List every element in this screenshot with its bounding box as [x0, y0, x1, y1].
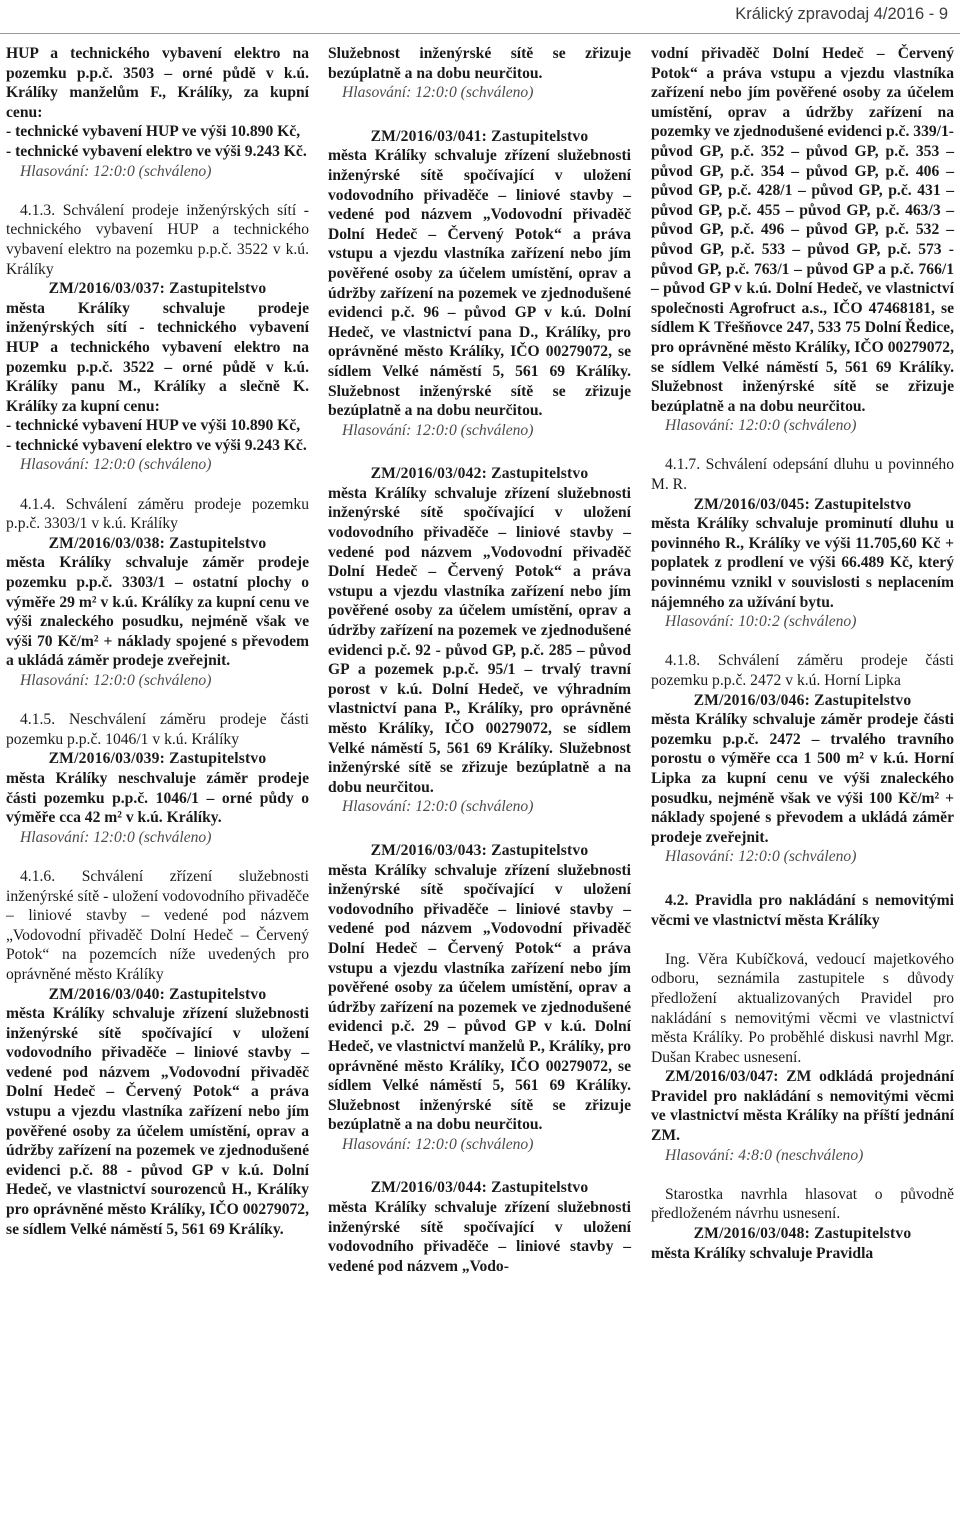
voting-result: Hlasování: 12:0:0 (schváleno): [342, 84, 534, 102]
resolution-number: ZM/2016/03/048: Zastupitelstvo: [693, 1225, 912, 1243]
agenda-item-heading: 4.1.7. Schválení odepsání dluhu u povinného M. R.: [651, 456, 954, 494]
column-3: [651, 44, 954, 1263]
agenda-item-heading: 4.1.8. Schválení záměru prodeje části pozemku p.p.č. 2472 v k.ú. Horní Lipka: [651, 652, 954, 689]
agenda-item-heading: 4.1.4. Schválení záměru prodeje pozemku p.p.č. 3303/1 v k.ú. Králíky: [6, 495, 309, 533]
resolution-text: - technické vybavení elektro ve výši 9.243 Kč.: [6, 436, 307, 454]
paragraph-spacer: [6, 847, 309, 867]
resolution-text: města Králíky neschvaluje záměr prodeje části pozemku p.p.č. 1046/1 – orné půdy o výměře cca 42 m² v k.ú. Králíky.: [6, 769, 309, 827]
paragraph-spacer: [328, 817, 631, 841]
paragraph-spacer: [328, 440, 631, 464]
voting-result: Hlasování: 4:8:0 (neschváleno): [665, 1146, 864, 1164]
paragraph-spacer: [651, 867, 954, 891]
resolution-text: města Králíky schvaluje záměr prodeje pozemku p.p.č. 3303/1 – ostatní plochy o výměře 29 m² v k.ú. Králíky za kupní cenu ve výši znaleckého posudku, nejméně však ve výši 70 Kč/m² + náklady spojené s převodem a ukládá záměr prodeje zveřejnit.: [6, 554, 309, 670]
resolution-number: ZM/2016/03/046: Zastupitelstvo: [693, 691, 912, 709]
resolution-text: města Králíky schvaluje zřízení služebnosti inženýrské sítě spočívající v uložení vodovodního přivaděče – liniové stavby – vedené pod názvem „Vodovodní přivaděč Dolní Hedeč – Červený Potok“ a práva vstupu a vjezdu vlastníka zařízení nebo jím pověřené osoby za účelem umístění, oprav a údržby zařízení na pozemek ve zjednodušené evidenci p.č. 29 – původ GP v k.ú. Dolní Hedeč, ve vlastnictví manželů P., Králíky, pro oprávněné město Králíky, IČO 00279072, se sídlem Velké náměstí 5, 561 69 Králíky. Služebnost inženýrské sítě se zřizuje bezúplatně a na dobu neurčitou.: [328, 861, 631, 1134]
resolution-text: města Králíky schvaluje prodeje inženýrských sítí - technického vybavení HUP a technického vybavení elektro na pozemku p.p.č. 3522 – orné půdě v k.ú. Králíky panu M., Králíky a slečně K. Králíky za kupní cenu:: [6, 299, 309, 415]
voting-result: Hlasování: 12:0:0 (schváleno): [665, 848, 857, 866]
resolution-text: - technické vybavení HUP ve výši 10.890 Kč,: [6, 417, 301, 435]
resolution-text: města Králíky schvaluje záměr prodeje části pozemku p.p.č. 2472 – trvalého travního porostu o výměře cca 1 500 m² v k.ú. Horní Lipka za kupní cenu ve výši znaleckého posudku, nejméně však ve výši 100 Kč/m² + náklady spojené s převodem a ukládá záměr prodeje zveřejnit.: [651, 711, 954, 846]
voting-result: Hlasování: 12:0:0 (schváleno): [20, 456, 212, 474]
resolution-text: ZM/2016/03/047: ZM odkládá projednání Pravidel pro nakládání s nemovitými věcmi ve vlastnictví města Králíky na příští jednání ZM.: [651, 1068, 954, 1145]
resolution-number: ZM/2016/03/044: Zastupitelstvo: [370, 1179, 589, 1197]
section-heading: 4.2. Pravidla pro nakládání s nemovitými věcmi ve vlastnictví města Králíky: [651, 891, 954, 929]
resolution-number: ZM/2016/03/039: Zastupitelstvo: [48, 750, 267, 768]
resolution-number: ZM/2016/03/043: Zastupitelstvo: [370, 841, 589, 859]
column-1: [6, 44, 309, 1239]
resolution-number: ZM/2016/03/037: Zastupitelstvo: [48, 280, 267, 298]
resolution-number: ZM/2016/03/040: Zastupitelstvo: [48, 985, 267, 1003]
resolution-number: ZM/2016/03/038: Zastupitelstvo: [48, 534, 267, 552]
resolution-number: ZM/2016/03/045: Zastupitelstvo: [693, 495, 912, 513]
voting-result: Hlasování: 12:0:0 (schváleno): [665, 417, 857, 435]
resolution-text: města Králíky schvaluje zřízení služebnosti inženýrské sítě spočívající v uložení vodovodního přivaděče – liniové stavby – vedené pod názvem „Vodo-: [328, 1199, 631, 1275]
running-header: [0, 0, 960, 34]
voting-result: Hlasování: 12:0:0 (schváleno): [20, 162, 212, 180]
resolution-text: města Králíky schvaluje zřízení služebnosti inženýrské sítě spočívající v uložení vodovodního přivaděče – liniové stavby – vedené pod názvem „Vodovodní přivaděč Dolní Hedeč – Červený Potok“ a práva vstupu a vjezdu vlastníka zařízení nebo jím pověřené osoby za účelem umístění, oprav a údržby zařízení na pozemek ve zjednodušené evidenci p.č. 92 - původ GP, p.č. 285 – původ GP a pozemek p.p.č. 95/1 – trvalý travní porost v k.ú. Dolní Hedeč, ve výhradním vlastnictví pana P., Králíky, pro oprávněné město Králíky, IČO 00279072, se sídlem Velké náměstí 5, 561 69 Králíky. Služebnost inženýrské sítě se zřizuje bezúplatně a na dobu neurčitou.: [328, 484, 631, 796]
voting-result: Hlasování: 12:0:0 (schváleno): [342, 421, 534, 439]
paragraph-spacer: [651, 632, 954, 652]
publication-title: Králický zpravodaj 4/2016 - 9: [735, 5, 948, 23]
voting-result: Hlasování: 12:0:0 (schváleno): [20, 672, 212, 689]
voting-result: Hlasování: 10:0:2 (schváleno): [665, 613, 857, 631]
resolution-text: města Králíky schvaluje prominutí dluhu u povinného R., Králíky ve výši 11.705,60 Kč + poplatek z prodlení ve výši 66.489 Kč, který povinnému vznikl v souvislosti s neplacením nájemného za užívání bytu.: [651, 515, 954, 611]
agenda-item-heading: 4.1.6. Schválení zřízení služebnosti inženýrské sítě - uložení vodovodního přivaděče – liniové stavby – vedené pod názvem „Vodovodní přivaděč Dolní Hedeč – Červený Potok“ na pozemcích níže uvedených pro oprávněné město Králíky: [6, 867, 309, 983]
resolution-text: města Králíky schvaluje zřízení služebnosti inženýrské sítě spočívající v uložení vodovodního přivaděče – liniové stavby – vedené pod názvem „Vodovodní přivaděč Dolní Hedeč – Červený Potok“ a práva vstupu a vjezdu vlastníka zařízení nebo jím pověřené osoby za účelem umístění, oprav a údržby zařízení na pozemek ve zjednodušené evidenci p.č. 96 – původ GP v k.ú. Dolní Hedeč, ve vlastnictví pana D., Králíky, pro oprávněné město Králíky, IČO 00279072, se sídlem Velké náměstí 5, 561 69 Králíky. Služebnost inženýrské sítě se zřizuje bezúplatně a na dobu neurčitou.: [328, 147, 631, 420]
paragraph-spacer: [328, 103, 631, 127]
resolution-text: vodní přivaděč Dolní Hedeč – Červený Potok“ a práva vstupu a vjezdu vlastníka zařízení nebo jím pověřené osoby za účelem umístění, oprav a údržby zařízení na pozemky ve zjednodušené evidenci p.č. 339/1- původ GP, p.č. 352 – původ GP, p.č. 353 – původ GP, p.č. 354 – původ GP, p.č. 406 – původ GP, p.č. 428/1 – původ GP, p.č. 431 – původ GP, p.č. 455 – původ GP, p.č. 463/3 – původ GP, p.č. 496 – původ GP, p.č. 532 – původ GP, p.č. 533 – původ GP, p.č. 573 - původ GP, p.č. 763/1 – původ GP a p.č. 766/1 – původ GP v k.ú. Dolní Hedeč, ve vlastnictví společnosti Agrofruct a.s., IČO 47468181, se sídlem K Třešňovce 247, 533 75 Dolní Ředice, pro oprávněné město Králíky, IČO 00279072, se sídlem Velké náměstí 5, 561 69 Králíky. Služebnost inženýrské sítě se zřizuje bezúplatně a na dobu neurčitou.: [651, 45, 954, 415]
body-paragraph: Starostka navrhla hlasovat o původně předloženém návrhu usnesení.: [651, 1185, 954, 1223]
resolution-text: Služebnost inženýrské sítě se zřizuje bezúplatně a na dobu neurčitou.: [328, 45, 631, 82]
body-paragraph: Ing. Věra Kubíčková, vedoucí majetkového odboru, seznámila zastupitele s důvody předložení aktualizovaných Pravidel pro nakládání s nemovitými věcmi ve vlastnictví města Králíky. Po proběhlé diskusi navrhl Mgr. Dušan Krabec usnesení.: [651, 950, 954, 1066]
paragraph-spacer: [6, 691, 309, 711]
voting-result: Hlasování: 12:0:0 (schváleno): [20, 828, 212, 846]
paragraph-spacer: [328, 1154, 631, 1178]
agenda-item-heading: 4.1.3. Schválení prodeje inženýrských sítí - technického vybavení HUP a technického vybavení elektro na pozemku p.p.č. 3522 v k.ú. Králíky: [6, 201, 309, 278]
agenda-item-heading: 4.1.5. Neschválení záměru prodeje části pozemku p.p.č. 1046/1 v k.ú. Králíky: [6, 711, 309, 748]
paragraph-spacer: [651, 930, 954, 950]
resolution-text: města Králíky schvaluje zřízení služebnosti inženýrské sítě spočívající v uložení vodovodního přivaděče – liniové stavby – vedené pod názvem „Vodovodní přivaděč Dolní Hedeč – Červený Potok“ a práva vstupu a vjezdu vlastníka zařízení nebo jím pověřené osoby za účelem umístění, oprav a údržby zařízení na pozemek ve zjednodušené evidenci p.č. 88 - původ GP v k.ú. Dolní Hedeč, ve vlastnictví sourozenců H., Králíky pro oprávněné město Králíky, IČO 00279072, se sídlem Velké náměstí 5, 561 69 Králíky.: [6, 1005, 309, 1238]
paragraph-spacer: [6, 475, 309, 495]
voting-result: Hlasování: 12:0:0 (schváleno): [342, 798, 534, 816]
resolution-number: ZM/2016/03/041: Zastupitelstvo: [370, 127, 589, 145]
voting-result: Hlasování: 12:0:0 (schváleno): [342, 1135, 534, 1153]
resolution-text: - technické vybavení HUP ve výši 10.890 Kč,: [6, 123, 301, 141]
resolution-text: města Králíky schvaluje Pravidla: [651, 1244, 874, 1262]
paragraph-spacer: [651, 436, 954, 456]
resolution-number: ZM/2016/03/042: Zastupitelstvo: [370, 465, 589, 483]
column-2: [328, 44, 631, 1276]
resolution-text: - technické vybavení elektro ve výši 9.243 Kč.: [6, 142, 307, 160]
paragraph-spacer: [6, 181, 309, 201]
resolution-text: HUP a technického vybavení elektro na pozemku p.p.č. 3503 – orné půdě v k.ú. Králíky manželům F., Králíky, za kupní cenu:: [6, 45, 309, 121]
paragraph-spacer: [651, 1165, 954, 1185]
